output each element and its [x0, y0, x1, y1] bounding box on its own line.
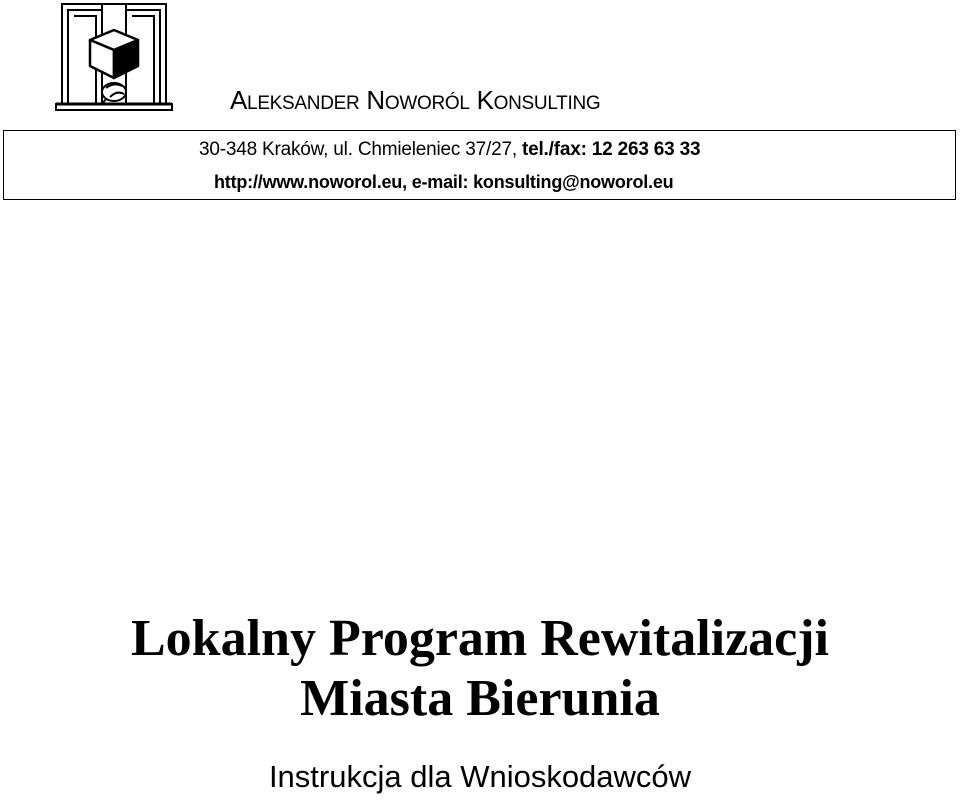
company-logo-icon — [54, 0, 178, 112]
company-name: ALEKSANDER NOWORÓL KONSULTING — [230, 85, 601, 115]
address-text: 30-348 Kraków, ul. Chmieleniec 37/27, — [199, 139, 522, 160]
web-email-line: http://www.noworol.eu, e-mail: konsulting@noworol.eu — [214, 172, 674, 192]
document-subtitle: Instrukcja dla Wnioskodawców — [268, 759, 692, 794]
document-title-line2: Miasta Bierunia — [300, 670, 660, 727]
phone-text: tel./fax: 12 263 63 33 — [521, 139, 701, 160]
contact-address-line — [199, 138, 700, 162]
document-title-line1: Lokalny Program Rewitalizacji — [130, 610, 830, 667]
contact-box — [3, 130, 956, 200]
